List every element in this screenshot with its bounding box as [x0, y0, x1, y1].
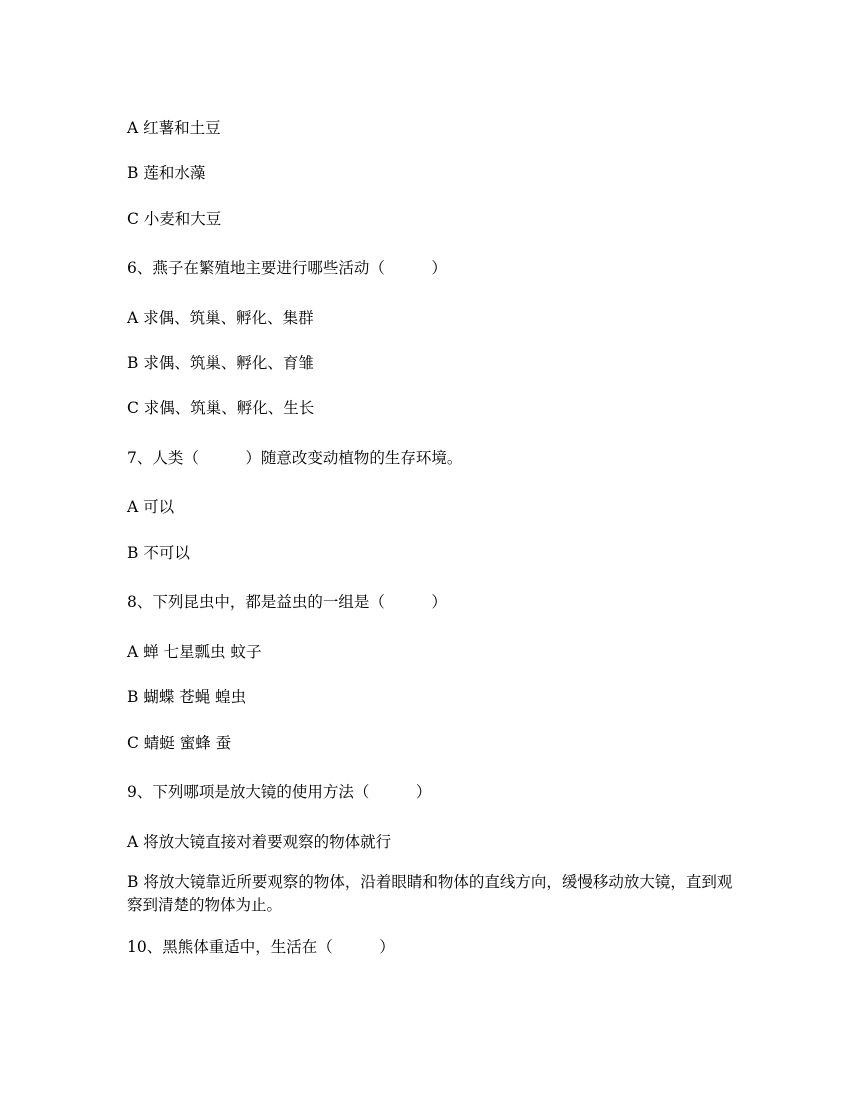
option-line: C 求偶、筑巢、孵化、生长 — [127, 399, 315, 417]
option-line: A 求偶、筑巢、孵化、集群 — [127, 309, 314, 327]
option-line: A 蝉 七星瓢虫 蚊子 — [127, 643, 262, 661]
option-line: B 蝴蝶 苍蝇 蝗虫 — [127, 688, 247, 706]
question-line: 9、下列哪项是放大镜的使用方法（ ） — [127, 783, 432, 801]
question-line: 10、黑熊体重适中，生活在（ ） — [127, 938, 395, 956]
option-line: C 蜻蜓 蜜蜂 蚕 — [127, 734, 232, 752]
option-line: A 可以 — [127, 498, 175, 516]
option-line: A 将放大镜直接对着要观察的物体就行 — [127, 833, 392, 851]
option-line: B 求偶、筑巢、孵化、育雏 — [127, 354, 314, 372]
option-line: C 小麦和大豆 — [127, 210, 222, 228]
option-line: B 莲和水藻 — [127, 164, 206, 182]
option-paragraph: B 将放大镜靠近所要观察的物体，沿着眼睛和物体的直线方向，缓慢移动放大镜，直到观察到清楚的物体为止。 — [127, 873, 733, 914]
question-line: 6、燕子在繁殖地主要进行哪些活动（ ） — [127, 259, 447, 277]
option-line: A 红薯和土豆 — [127, 119, 221, 137]
question-line: 8、下列昆虫中，都是益虫的一组是（ ） — [127, 593, 447, 611]
option-line: B 不可以 — [127, 544, 190, 562]
question-line: 7、人类（ ）随意改变动植物的生存环境。 — [127, 449, 463, 467]
